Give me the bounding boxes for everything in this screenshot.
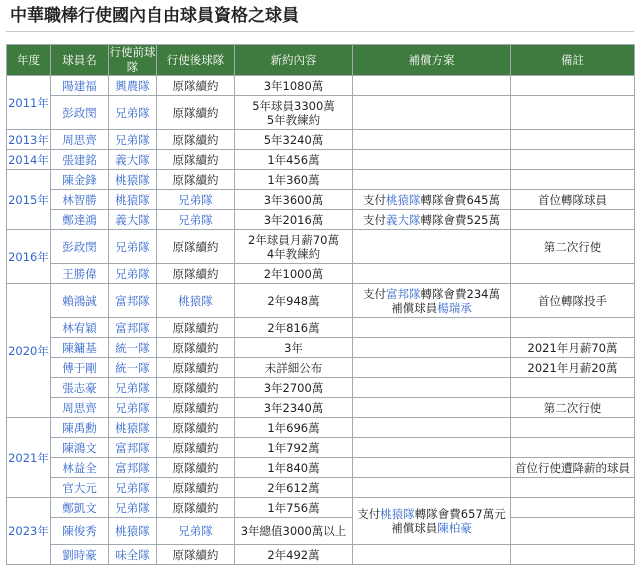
compensation-cell bbox=[353, 318, 511, 338]
header-team-after: 行使後球隊 bbox=[157, 45, 235, 76]
team-after-cell: 原隊續約 bbox=[157, 438, 235, 458]
team-after-cell: 原隊續約 bbox=[157, 358, 235, 378]
player-cell[interactable]: 張志豪 bbox=[51, 378, 109, 398]
compensation-cell bbox=[353, 170, 511, 190]
table-row bbox=[7, 478, 635, 498]
header-player: 球員名 bbox=[51, 45, 109, 76]
table-row bbox=[7, 318, 635, 338]
player-cell[interactable]: 官大元 bbox=[51, 478, 109, 498]
team-before-cell[interactable]: 桃猿隊 bbox=[109, 190, 157, 210]
compensation-cell bbox=[353, 96, 511, 130]
contract-cell: 3年 bbox=[235, 338, 353, 358]
team-after-cell: 原隊續約 bbox=[157, 378, 235, 398]
contract-cell: 2年612萬 bbox=[235, 478, 353, 498]
team-before-cell[interactable]: 桃猿隊 bbox=[109, 418, 157, 438]
note-cell: 2021年月薪20萬 bbox=[511, 358, 635, 378]
table-row bbox=[7, 210, 635, 230]
note-cell bbox=[511, 378, 635, 398]
note-cell bbox=[511, 478, 635, 498]
header-compensation: 補償方案 bbox=[353, 45, 511, 76]
team-after-cell[interactable]: 桃猿隊 bbox=[157, 284, 235, 318]
table-row bbox=[7, 398, 635, 418]
year-cell[interactable]: 2020年 bbox=[7, 284, 51, 418]
note-cell: 首位轉隊投手 bbox=[511, 284, 635, 318]
player-cell[interactable]: 陳俊秀 bbox=[51, 518, 109, 545]
player-cell[interactable]: 張建銘 bbox=[51, 150, 109, 170]
compensation-cell: 支付桃猿隊轉隊會費657萬元 補償球員陳柏豪 bbox=[353, 498, 511, 545]
table-row bbox=[7, 438, 635, 458]
team-before-cell[interactable]: 兄弟隊 bbox=[109, 378, 157, 398]
team-before-cell[interactable]: 兄弟隊 bbox=[109, 230, 157, 264]
header-year: 年度 bbox=[7, 45, 51, 76]
player-cell[interactable]: 陳禹勳 bbox=[51, 418, 109, 438]
year-cell[interactable]: 2011年 bbox=[7, 76, 51, 130]
player-cell[interactable]: 陳鴻文 bbox=[51, 438, 109, 458]
team-after-cell: 原隊續約 bbox=[157, 96, 235, 130]
player-cell[interactable]: 傅于剛 bbox=[51, 358, 109, 378]
player-link[interactable]: 楊瑞承 bbox=[437, 300, 472, 315]
header-note: 備註 bbox=[511, 45, 635, 76]
team-after-cell: 原隊續約 bbox=[157, 418, 235, 438]
table-row bbox=[7, 358, 635, 378]
note-cell bbox=[511, 150, 635, 170]
team-before-cell[interactable]: 富邦隊 bbox=[109, 438, 157, 458]
compensation-cell bbox=[353, 458, 511, 478]
table-row bbox=[7, 264, 635, 284]
contract-cell: 5年3240萬 bbox=[235, 130, 353, 150]
player-link[interactable]: 陳柏豪 bbox=[437, 521, 472, 535]
contract-cell: 3年2016萬 bbox=[235, 210, 353, 230]
team-before-cell[interactable]: 桃猿隊 bbox=[109, 170, 157, 190]
team-after-cell: 原隊續約 bbox=[157, 498, 235, 518]
table-row bbox=[7, 170, 635, 190]
note-cell bbox=[511, 210, 635, 230]
player-cell[interactable]: 陳金鋒 bbox=[51, 170, 109, 190]
table-row bbox=[7, 458, 635, 478]
team-before-cell[interactable]: 兄弟隊 bbox=[109, 498, 157, 518]
note-cell bbox=[511, 264, 635, 284]
team-before-cell[interactable]: 味全隊 bbox=[109, 545, 157, 565]
player-cell[interactable]: 林智勝 bbox=[51, 190, 109, 210]
team-after-cell: 原隊續約 bbox=[157, 230, 235, 264]
player-cell[interactable]: 鄭凱文 bbox=[51, 498, 109, 518]
team-after-cell: 原隊續約 bbox=[157, 318, 235, 338]
team-before-cell[interactable]: 義大隊 bbox=[109, 210, 157, 230]
contract-cell: 1年360萬 bbox=[235, 170, 353, 190]
player-cell[interactable]: 彭政閔 bbox=[51, 96, 109, 130]
team-link[interactable]: 義大隊 bbox=[386, 212, 421, 227]
team-link[interactable]: 桃猿隊 bbox=[386, 192, 421, 207]
team-after-cell: 原隊續約 bbox=[157, 458, 235, 478]
table-row bbox=[7, 150, 635, 170]
note-cell: 第二次行使 bbox=[511, 398, 635, 418]
team-before-cell[interactable]: 統一隊 bbox=[109, 338, 157, 358]
team-after-cell: 原隊續約 bbox=[157, 398, 235, 418]
note-cell: 第二次行使 bbox=[511, 230, 635, 264]
note-cell: 2021年月薪70萬 bbox=[511, 338, 635, 358]
team-after-cell[interactable]: 兄弟隊 bbox=[157, 518, 235, 545]
contract-cell: 3年1080萬 bbox=[235, 76, 353, 96]
year-cell[interactable]: 2021年 bbox=[7, 418, 51, 498]
team-before-cell[interactable]: 興農隊 bbox=[109, 76, 157, 96]
contract-cell: 5年球員3300萬 5年教練約 bbox=[235, 96, 353, 130]
team-after-cell: 原隊續約 bbox=[157, 170, 235, 190]
contract-cell: 2年492萬 bbox=[235, 545, 353, 565]
header-contract: 新約內容 bbox=[235, 45, 353, 76]
contract-cell: 1年696萬 bbox=[235, 418, 353, 438]
team-after-cell: 原隊續約 bbox=[157, 338, 235, 358]
compensation-cell: 支付義大隊轉隊會費525萬 bbox=[353, 210, 511, 230]
note-cell: 首位行使遭降薪的球員 bbox=[511, 458, 635, 478]
compensation-cell bbox=[353, 338, 511, 358]
table-row bbox=[7, 76, 635, 96]
note-cell bbox=[511, 76, 635, 96]
player-cell[interactable]: 劉時豪 bbox=[51, 545, 109, 565]
compensation-cell bbox=[353, 264, 511, 284]
table-row bbox=[7, 418, 635, 438]
header-team-before: 行使前球隊 bbox=[109, 45, 156, 74]
table-row bbox=[7, 130, 635, 150]
table-row bbox=[7, 284, 635, 318]
team-after-cell: 原隊續約 bbox=[157, 76, 235, 96]
contract-cell: 2年1000萬 bbox=[235, 264, 353, 284]
contract-cell: 2年948萬 bbox=[235, 284, 353, 318]
player-cell[interactable]: 陳鏞基 bbox=[51, 338, 109, 358]
team-after-cell: 原隊續約 bbox=[157, 478, 235, 498]
team-before-cell[interactable]: 兄弟隊 bbox=[109, 264, 157, 284]
table-row bbox=[7, 338, 635, 358]
year-cell[interactable]: 2013年 bbox=[7, 130, 51, 150]
contract-cell: 1年756萬 bbox=[235, 498, 353, 518]
note-cell bbox=[511, 545, 635, 565]
player-cell[interactable]: 周思齊 bbox=[51, 398, 109, 418]
contract-cell: 3年2700萬 bbox=[235, 378, 353, 398]
team-link[interactable]: 桃猿隊 bbox=[380, 507, 415, 521]
compensation-cell bbox=[353, 130, 511, 150]
team-after-cell: 原隊續約 bbox=[157, 545, 235, 565]
team-link[interactable]: 富邦隊 bbox=[386, 286, 421, 301]
team-before-cell[interactable]: 兄弟隊 bbox=[109, 130, 157, 150]
player-cell[interactable]: 彭政閔 bbox=[51, 230, 109, 264]
year-cell[interactable]: 2014年 bbox=[7, 150, 51, 170]
compensation-cell bbox=[353, 398, 511, 418]
table-row bbox=[7, 545, 635, 565]
compensation-cell bbox=[353, 478, 511, 498]
table-row bbox=[7, 230, 635, 264]
team-before-cell[interactable]: 富邦隊 bbox=[109, 284, 157, 318]
compensation-cell bbox=[353, 418, 511, 438]
year-cell[interactable]: 2016年 bbox=[7, 230, 51, 284]
note-cell bbox=[511, 518, 635, 545]
compensation-cell bbox=[353, 358, 511, 378]
page-title: 中華職棒行使國內自由球員資格之球員 bbox=[6, 0, 634, 32]
team-before-cell[interactable]: 兄弟隊 bbox=[109, 478, 157, 498]
note-cell bbox=[511, 318, 635, 338]
note-cell bbox=[511, 96, 635, 130]
year-cell[interactable]: 2015年 bbox=[7, 170, 51, 230]
compensation-cell bbox=[353, 150, 511, 170]
compensation-cell: 支付桃猿隊轉隊會費645萬 bbox=[353, 190, 511, 210]
contract-cell: 3年總值3000萬以上 bbox=[235, 518, 353, 545]
table-row bbox=[7, 378, 635, 398]
note-cell bbox=[511, 170, 635, 190]
team-before-cell[interactable]: 富邦隊 bbox=[109, 458, 157, 478]
player-cell[interactable]: 周思齊 bbox=[51, 130, 109, 150]
player-cell[interactable]: 林益全 bbox=[51, 458, 109, 478]
team-after-cell: 原隊續約 bbox=[157, 264, 235, 284]
table-row bbox=[7, 96, 635, 130]
table-row bbox=[7, 190, 635, 210]
player-cell[interactable]: 王勝偉 bbox=[51, 264, 109, 284]
compensation-cell: 支付富邦隊轉隊會費234萬 補償球員楊瑞承 bbox=[353, 284, 511, 318]
compensation-cell bbox=[353, 230, 511, 264]
team-before-cell[interactable]: 兄弟隊 bbox=[109, 96, 157, 130]
contract-cell: 3年2340萬 bbox=[235, 398, 353, 418]
player-cell[interactable]: 鄭達鴻 bbox=[51, 210, 109, 230]
note-cell bbox=[511, 438, 635, 458]
team-before-cell[interactable]: 桃猿隊 bbox=[109, 518, 157, 545]
team-before-cell[interactable]: 義大隊 bbox=[109, 150, 157, 170]
note-cell bbox=[511, 130, 635, 150]
note-cell bbox=[511, 498, 635, 518]
compensation-cell bbox=[353, 545, 511, 565]
contract-cell: 2年球員月薪70萬 4年教練約 bbox=[235, 230, 353, 264]
note-cell bbox=[511, 418, 635, 438]
team-after-cell[interactable]: 兄弟隊 bbox=[157, 210, 235, 230]
free-agent-table bbox=[6, 44, 635, 565]
contract-cell: 1年456萬 bbox=[235, 150, 353, 170]
team-after-cell[interactable]: 兄弟隊 bbox=[157, 190, 235, 210]
table-row bbox=[7, 498, 635, 518]
team-before-cell[interactable]: 富邦隊 bbox=[109, 318, 157, 338]
contract-cell: 未詳細公布 bbox=[235, 358, 353, 378]
team-after-cell: 原隊續約 bbox=[157, 150, 235, 170]
header-row bbox=[7, 45, 635, 76]
player-cell[interactable]: 林宥穎 bbox=[51, 318, 109, 338]
team-after-cell: 原隊續約 bbox=[157, 130, 235, 150]
note-cell: 首位轉隊球員 bbox=[511, 190, 635, 210]
year-cell[interactable]: 2023年 bbox=[7, 498, 51, 565]
team-before-cell[interactable]: 統一隊 bbox=[109, 358, 157, 378]
contract-cell: 3年3600萬 bbox=[235, 190, 353, 210]
player-cell[interactable]: 陽建福 bbox=[51, 76, 109, 96]
contract-cell: 1年792萬 bbox=[235, 438, 353, 458]
compensation-cell bbox=[353, 438, 511, 458]
contract-cell: 2年816萬 bbox=[235, 318, 353, 338]
compensation-cell bbox=[353, 378, 511, 398]
player-cell[interactable]: 賴鴻誠 bbox=[51, 284, 109, 318]
table-row bbox=[7, 518, 635, 545]
compensation-cell bbox=[353, 76, 511, 96]
contract-cell: 1年840萬 bbox=[235, 458, 353, 478]
team-before-cell[interactable]: 兄弟隊 bbox=[109, 398, 157, 418]
